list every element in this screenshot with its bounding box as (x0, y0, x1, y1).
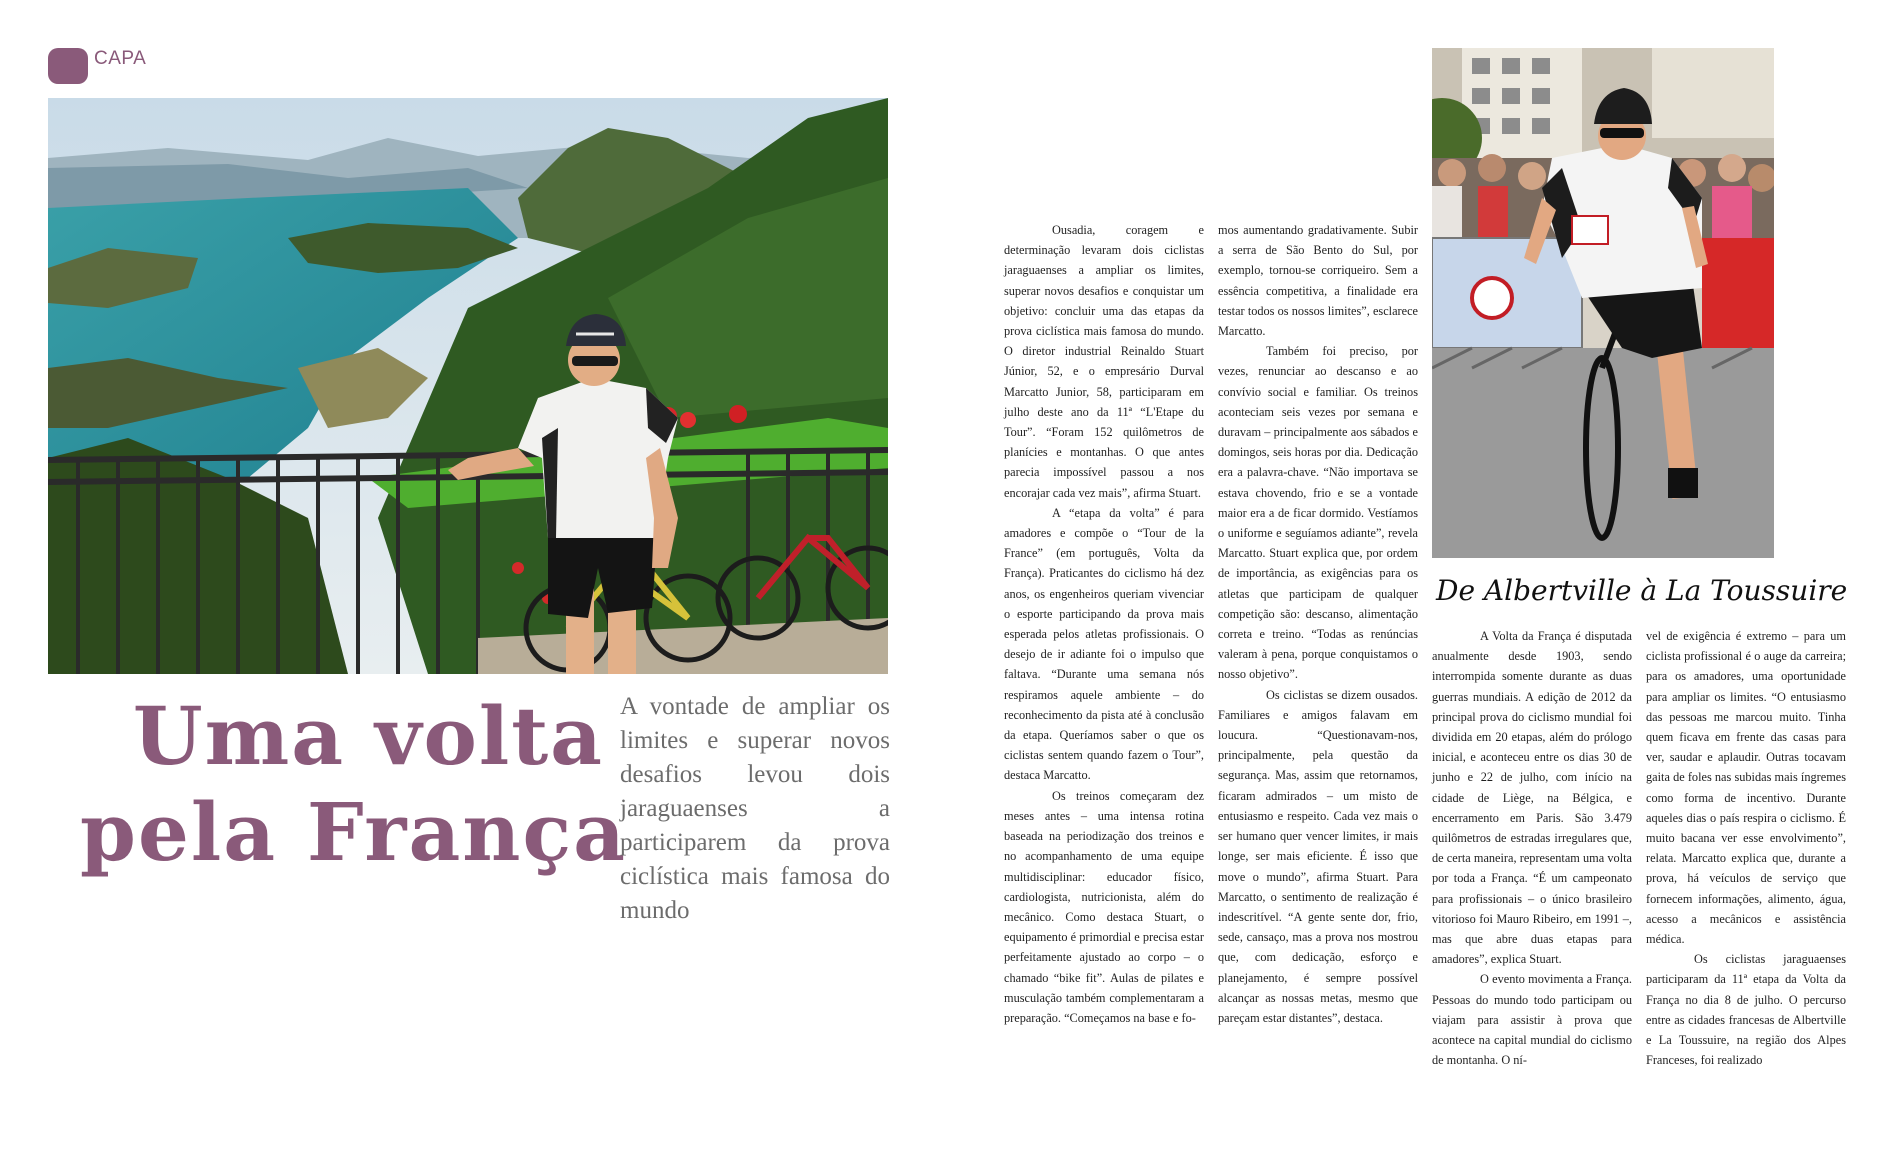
body-column-1 (1004, 220, 1204, 1028)
paragraph: A “etapa da volta” é para amadores e compõe o “Tour de la France” (em português, Volta da França). Praticantes do ciclismo há dez anos, os engenheiros queriam vivenciar o esporte participando da prova mais esperada pelos atletas profissionais. O desejo de ir adiante foi o impulso que faltava. “Durante uma semana nós respiramos aquele ambiente – do reconhecimento da pista até à conclusão da etapa. Queríamos saber o que os ciclistas sentem quando fazem o Tour”, destaca Marcatto. (1004, 505, 1204, 783)
headline-line-2: pela França (80, 785, 627, 879)
body-column-3 (1432, 626, 1632, 1070)
paragraph: A Volta da França é disputada anualmente desde 1903, sendo interrompida somente durante as duas guerras mundiais. A edição de 2012 da principal prova do ciclismo mundial foi dividida em 20 etapas, além do prólogo inicial, e aconteceu entre os dias 30 de junho e 22 de julho, com início na cidade de Liège, na Bélgica, e encerramento em Paris. São 3.479 quilômetros de estradas irregulares que, de certa maneira, representam uma volta por toda a França. “É um campeonato para profissionais – o único brasileiro vitorioso foi Mauro Ribeiro, em 1991 –, mas que abre duas etapas para amadores”, explica Stuart. (1432, 629, 1632, 967)
cyclist-lake-view-photo (48, 98, 888, 674)
paragraph: Também foi preciso, por vezes, renunciar ao descanso e ao convívio social e familiar. Os treinos aconteciam seis vezes por semana e duravam – principalmente aos sábados e domingos, seis horas por dia. Dedicação era a palavra-chave. “Não importava se estava chovendo, frio e se a vontade maior era a de ficar dormido. Vestíamos o uniforme e seguíamos adiante”, revela Marcatto. Stuart explica que, por ordem de importância, as exigências para os atletas que participam de qualquer competição são: descanso, alimentação correta e treino. “Todas as renúncias valeram à pena, porque conquistamos o nosso objetivo”. (1218, 344, 1418, 682)
paragraph: Ousadia, coragem e determinação levaram dois ciclistas jaraguaenses a ampliar os limites, superar novos desafios e conquistar um objetivo: concluir uma das etapas da prova ciclística mais famosa do mundo. O diretor industrial Reinaldo Stuart Júnior, 52, e o empresário Durval Marcatto Junior, 58, participaram em julho deste ano da 11ª “L'Etape du Tour”. “Foram 152 quilômetros de planícies e montanhas. O que antes parecia impossível passou a nos encorajar cada vez mais”, afirma Stuart. (1004, 223, 1204, 500)
article-headline (80, 688, 627, 880)
body-column-4 (1646, 626, 1846, 1070)
paragraph: vel de exigência é extremo – para um ciclista profissional é o auge da carreira; para os amadores, uma oportunidade para ampliar os limites. “O entusiasmo das pessoas me marcou muito. Tinha quem ficava em frente das casas para ver, saudar e aplaudir. Outras tocavam gaita de foles nas subidas mais íngremes como forma de incentivo. Durante aqueles dias o país respira o ciclismo. É muito bacana ver esse envolvimento”, relata. Marcatto explica que, durante a prova, há veículos de serviço que fornecem informações, alimento, água, acesso a mecânicos e assistência médica. (1646, 629, 1846, 947)
paragraph: mos aumentando gradativamente. Subir a serra de São Bento do Sul, por exemplo, tornou-se corriqueiro. Sem a essência competitiva, a finalidade era testar todos os nossos limites”, esclarece Marcatto. (1218, 223, 1418, 339)
paragraph: Os ciclistas jaraguaenses participaram da 11ª etapa da Volta da França no dia 8 de julho. O percurso entre as cidades francesas de Albertville e La Toussuire, na região dos Alpes Franceses, foi realizado (1646, 952, 1846, 1068)
section-subhead: De Albertville à La Toussuire (1436, 574, 1848, 607)
paragraph: Os treinos começaram dez meses antes – uma intensa rotina baseada na periodização dos treinos e no acompanhamento de uma equipe multidisciplinar: educador físico, cardiologista, nutricionista, além do mecânico. Como destaca Stuart, o equipamento é primordial e precisa estar perfeitamente ajustado ao corpo – o chamado “bike fit”. Aulas de pilates e musculação também complementaram a preparação. “Começamos na base e fo- (1004, 788, 1204, 1025)
cyclist-racing-photo (1432, 48, 1774, 558)
section-tag-marker (48, 48, 88, 84)
article-dek: A vontade de ampliar os limites e superar novos desafios levou dois jaraguaenses a participarem da prova ciclística mais famosa do mundo (620, 693, 890, 924)
paragraph: Os ciclistas se dizem ousados. Familiares e amigos falavam em loucura. “Questionavam-nos, principalmente, pela questão da segurança. Mas, assim que retornamos, ficaram admirados – um misto de entusiasmo e respeito. Cada vez mais o ser humano quer vencer limites, ir mais longe, ser mais eficiente. É isso que move o mundo”, afirma Stuart. Para Marcatto, o sentimento de realização é indescritível. “A gente sente dor, frio, sede, cansaço, mas a prova nos mostrou que, com dedicação, esforço e planejamento, é sempre possível alcançar as nossas metas, mesmo que pareçam estar distantes”, destaca. (1218, 687, 1418, 1025)
paragraph: O evento movimenta a França. Pessoas do mundo todo participam ou viajam para assistir à prova que acontece na capital mundial do ciclismo de montanha. O ní- (1432, 972, 1632, 1068)
section-label: CAPA (94, 48, 147, 69)
headline-line-1: Uma volta (132, 689, 604, 783)
body-column-2 (1218, 220, 1418, 1028)
